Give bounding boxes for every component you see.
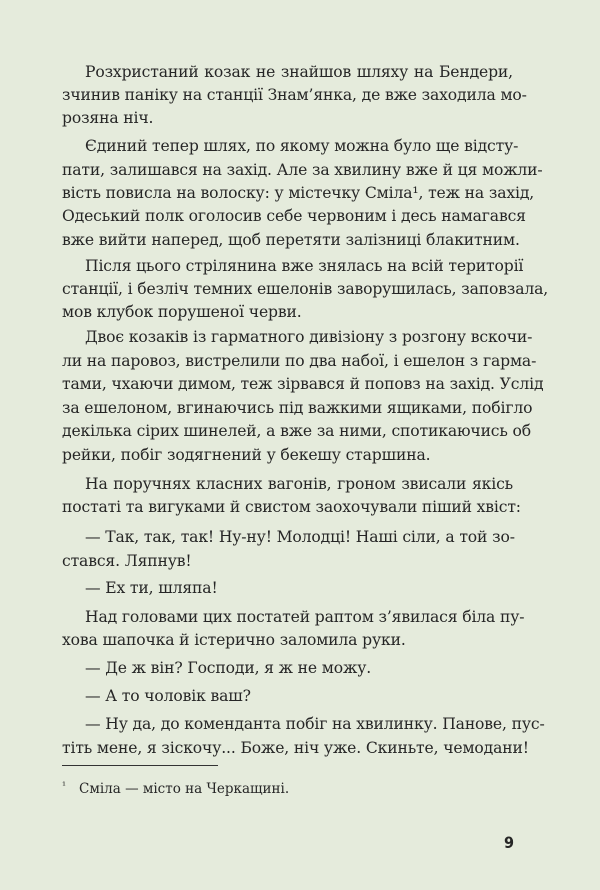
text-line: Одеський полк оголосив себе червоним і десь намагався (62, 207, 526, 225)
text-line: Після цього стрілянина вже знялась на всій території (85, 257, 524, 275)
text-line: тами, чхаючи димом, теж зірвався й поповз на захід. Услід (62, 375, 544, 393)
footnote-text: Сміла — місто на Черкащині. (79, 781, 290, 797)
text-line: Єдиний тепер шлях, по якому можна було ще відсту- (85, 137, 519, 155)
text-line: — Де ж він? Господи, я ж не можу. (85, 659, 372, 677)
text-line: зчинив паніку на станції Знам’янка, де вже заходила мо- (62, 86, 527, 104)
text-line: пати, залишався на захід. Але за хвилину вже й ця можли- (62, 161, 543, 179)
text-line: — А то чоловік ваш? (85, 687, 251, 705)
footnote-divider (62, 765, 218, 766)
text-line: розяна ніч. (62, 109, 154, 127)
text-line: постаті та вигуками й свистом заохочували піший хвіст: (62, 498, 521, 516)
text-line: Двоє козаків із гарматного дивізіону з розгону вскочи- (85, 328, 533, 346)
text-line: Розхристаний козак не знайшов шляху на Бендери, (85, 63, 513, 81)
text-line: мов клубок порушеної черви. (62, 303, 302, 321)
text-line: — Ех ти, шляпа! (85, 579, 218, 597)
text-line: стався. Ляпнув! (62, 552, 192, 570)
text-line: — Ну да, до коменданта побіг на хвилинку. Панове, пус- (85, 715, 545, 733)
text-line: тіть мене, я зіскочу... Боже, ніч уже. Скиньте, чемодани! (62, 739, 529, 757)
text-line: рейки, побіг зодягнений у бекешу старшина. (62, 446, 431, 464)
text-line: Над головами цих постатей раптом з’явилася біла пу- (85, 608, 525, 626)
text-line: ли на паровоз, вистрелили по два набої, і ешелон з гарма- (62, 352, 537, 370)
footnote-marker: ¹ (62, 781, 67, 792)
text-line: На поручнях класних вагонів, гроном звисали якісь (85, 475, 513, 493)
page-number: 9 (504, 833, 515, 852)
text-line: вже вийти наперед, щоб перетяти залізниці блакитним. (62, 231, 520, 249)
text-line: вість повисла на волоску: у містечку Сміла¹, теж на захід, (62, 184, 535, 202)
text-line: — Так, так, так! Ну-ну! Молодці! Наші сіли, а той зо- (85, 528, 515, 546)
text-line: хова шапочка й істерично заломила руки. (62, 631, 406, 649)
text-line: станції, і безліч темних ешелонів заворушилась, заповзала, (62, 280, 549, 298)
text-line: за ешелоном, вгинаючись під важкими ящиками, побігло (62, 399, 533, 417)
text-line: декілька сірих шинелей, а вже за ними, спотикаючись об (62, 422, 532, 440)
